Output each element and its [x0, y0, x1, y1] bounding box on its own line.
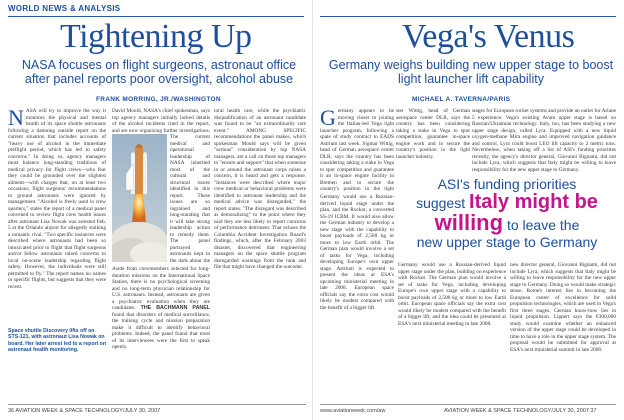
shuttle-launch-photo	[112, 134, 167, 262]
column-text: Aside from crewmembers selected for long-duration missions on the International Space Station, there is no psychological screening and no long-term physician relationship for U.S. astronauts. Instead, astronauts are given a psychiatric evaluation when they are candidates. THE BACHMANN PANEL found that disorders of medical surveillance, the training cycle and mission preparation make it difficult to identify behavioral problems. Indeed, the panel found that most of its interviewees were the first to speak openly.	[112, 266, 210, 350]
deck-right: Germany weighs building new upper stage to boost light launcher lift capability	[328, 58, 614, 86]
article-column-r3: stages for European rocket systems and provide an outlet for Ariane 5 experience. Vega's existing Avum upper stage is based on Russian/Ukrainian technology. Italy, too, has been studying a new upper stage design, called Lyra. Equipped with a new liquid oxygen-methane Mira engine and improved navigation guidance and control, Lyra could boost LEO lift capacity to 2 metric tons. Nevertheless, when taking off a list of ASI's funding priorities recently, the agency's director general, Giovanni Bignami, did not include Lyra, which suggests that Italy might be willing to leave responsibility for the new upper stage to Germany.	[472, 108, 616, 172]
page-gutter	[312, 0, 313, 420]
pull-quote	[398, 176, 616, 250]
deck-left: NASA focuses on flight surgeons, astronaut office after panel reports poor oversight, alcohol abuse	[21, 58, 297, 86]
byline-right: MICHAEL A. TAVERNA/PARIS	[412, 96, 511, 103]
byline-left: FRANK MORRING, JR./WASHINGTON	[96, 96, 221, 103]
article-column-3: ioral health care, while the psychiatric disqualification of an astronaut candidate was found to be "an extraordinarily rare event." AMONG SPECIFIC recommendations the panel makes, which spokesman Mould says will be given "serious" consideration by top NASA managers, are a call on those top managers to "ensure and support" that when someone in or around the astronaut corps raises a concern, it is heard and gets a response. "Instances were described where major crew medical or behavioral problems were identified to astronaut leadership and the medical advice was disregarded," the report states. "The disregard was described as demoralizing" to the point where they said they are less likely to report concerns of performance detriment. That echoes the Columbia Accident Investigation Board's findings, which, after the February 2003 disaster, discovered that engineering managers on the space shuttle program disregarded warnings from the rank and file that might have changed the outcome.	[214, 108, 306, 270]
article-column-2-top: David Mould, NASA's chief spokesman, says top agency managers initially lacked details of the alcohol incidents cited in the report, and are now organizing further investigations.	[112, 108, 210, 134]
pull-quote-line-3: willing to leave the	[434, 210, 580, 235]
section-header: WORLD NEWS & ANALYSIS	[8, 4, 121, 13]
footer-rule-left	[8, 404, 306, 405]
column-text: The current medical and operational leadership of NASA inherited most of the cultural and structural issues identified in this report. These issues are so ingrained and long-standing that it will take strong leadership action to remedy them. The panel portrayed astronauts kept in the dark about the	[170, 134, 210, 264]
pull-quote-line-1: ASI's funding priorities	[437, 176, 577, 192]
header-rule-right	[320, 16, 616, 17]
column-text: Germany would use a Russian-derived liquid upper stage under the plan, building on experience with Rockot. The German plan would involve a set of tasks for Vega, including developing Europe's own upper stage with a capability to boost payloads of 2,500 kg or more to low Earth orbit. European space officials say the extra cost would likely be modest compared with the benefit of a bigger lift, and the idea could be presented at ESA's next ministerial meeting in late 2008.	[398, 262, 506, 327]
article-column-2-bottom	[112, 266, 210, 400]
header-rule-left	[8, 16, 304, 17]
headline-right: Vega's Venus	[402, 18, 575, 55]
article-column-r2-top	[396, 108, 470, 172]
article-column-r4: new director general, Giovanni Bignami, did not include Lyra, which suggests that Italy might be willing to leave responsibility for the new upper stage to Germany. Doing so would make strategic sense. Rome's interest lies in becoming the European center of excellence for solid propulsion technologies, which are used in Vega's first three stages. German know-how lies in liquid propulsion. Lippert says the €300,000 study would examine whether an enhanced version of the upper stage could be developed in time to have a role in the upper stage system. The proposal would be submitted for approval at ESA's next ministerial summit in late 2008.	[510, 262, 616, 353]
article-column-r1-bottom: Germany would use a Russian-derived liquid stage under the plan, and the Rockot, a converted SS-19 ICBM. It would also allow the German industry to develop a new stage with the capability to boost payloads of 2,500 kg or more to low Earth orbit. The German plan would involve a set of tasks for Vega, including developing Europe's own upper stage. Astrium is expected to present the ideas at ESA's upcoming ministerial meeting in late 2008. European space officials say the extra cost would likely be modest compared with the benefit of a bigger lift.	[320, 194, 394, 311]
footer-url[interactable]: www.aviationweek.com/aw	[320, 408, 386, 414]
photo-caption: Space shuttle Discovery lifts off on STS-121, with astronaut Lisa Nowak on board. Her later arrest led to a report on astronaut health monitoring.	[8, 328, 107, 353]
article-column-r2-bottom	[398, 262, 506, 400]
article-column-1	[8, 108, 106, 326]
footer-rule-right	[320, 404, 616, 405]
article-column-r1-top: G ermany appears to be moving closer to joining the Italian-led Vega light launcher program, following a spate of study contract to EADS Astrium last week. Sigmar Wittig, head of German aerospace center DLR, says the country has been considering taking a stake in Vega to spur competition and guarantee it an in-space engine facility in Bremen and to secure the country's position in the light	[320, 108, 394, 192]
footer-left: 36 AVIATION WEEK & SPACE TECHNOLOGY/JULY 30, 2007	[8, 408, 161, 414]
column-text: ster Wittig, head of German aerospace center DLR, says the country has been considering taking a stake in Vega to spur competition, guarantee in-space engine work and to secure the country's position in the light launcher industry.	[396, 108, 470, 160]
column-text: ASA will try to improve the way it monitors the physical and mental health of its space shuttle astronauts following a damning outside report on the current situation that includes accounts of "heavy use of alcohol in the immediate preflight period, which has led to safety concerns." In doing so, agency managers must balance long-standing traditions of medical privacy for flight crews—who fear they could be grounded over the slightest ailment—with charges that, on at least two occasions, flight surgeons' recommendations to ground astronauts were ignored by management. "Alcohol is freely used in crew quarters," states the report of a medical panel convened to review flight crew health issues after astronaut Lisa Nowak was arrested Feb. 5 at the Orlando airport for allegedly stalking a romantic rival. "Two specific instances were described where astronauts had been so intoxicated prior to flight that flight surgeons and/or fellow astronauts raised concerns to local on-scene leadership regarding flight safety. However, the individuals were still permitted to fly." The report names no names or specific flights, but suggests that they were recent.	[8, 108, 106, 290]
dropcap: G	[320, 108, 336, 130]
pull-quote-line-2: suggest Italy might be	[416, 191, 598, 213]
footer-right: AVIATION WEEK & SPACE TECHNOLOGY/JULY 30, 2007 37	[444, 408, 597, 414]
article-column-2-wrap	[170, 134, 210, 264]
pull-quote-line-4: new upper stage to Germany	[416, 234, 598, 250]
dropcap: N	[8, 108, 24, 130]
headline-left: Tightening Up	[60, 18, 252, 55]
